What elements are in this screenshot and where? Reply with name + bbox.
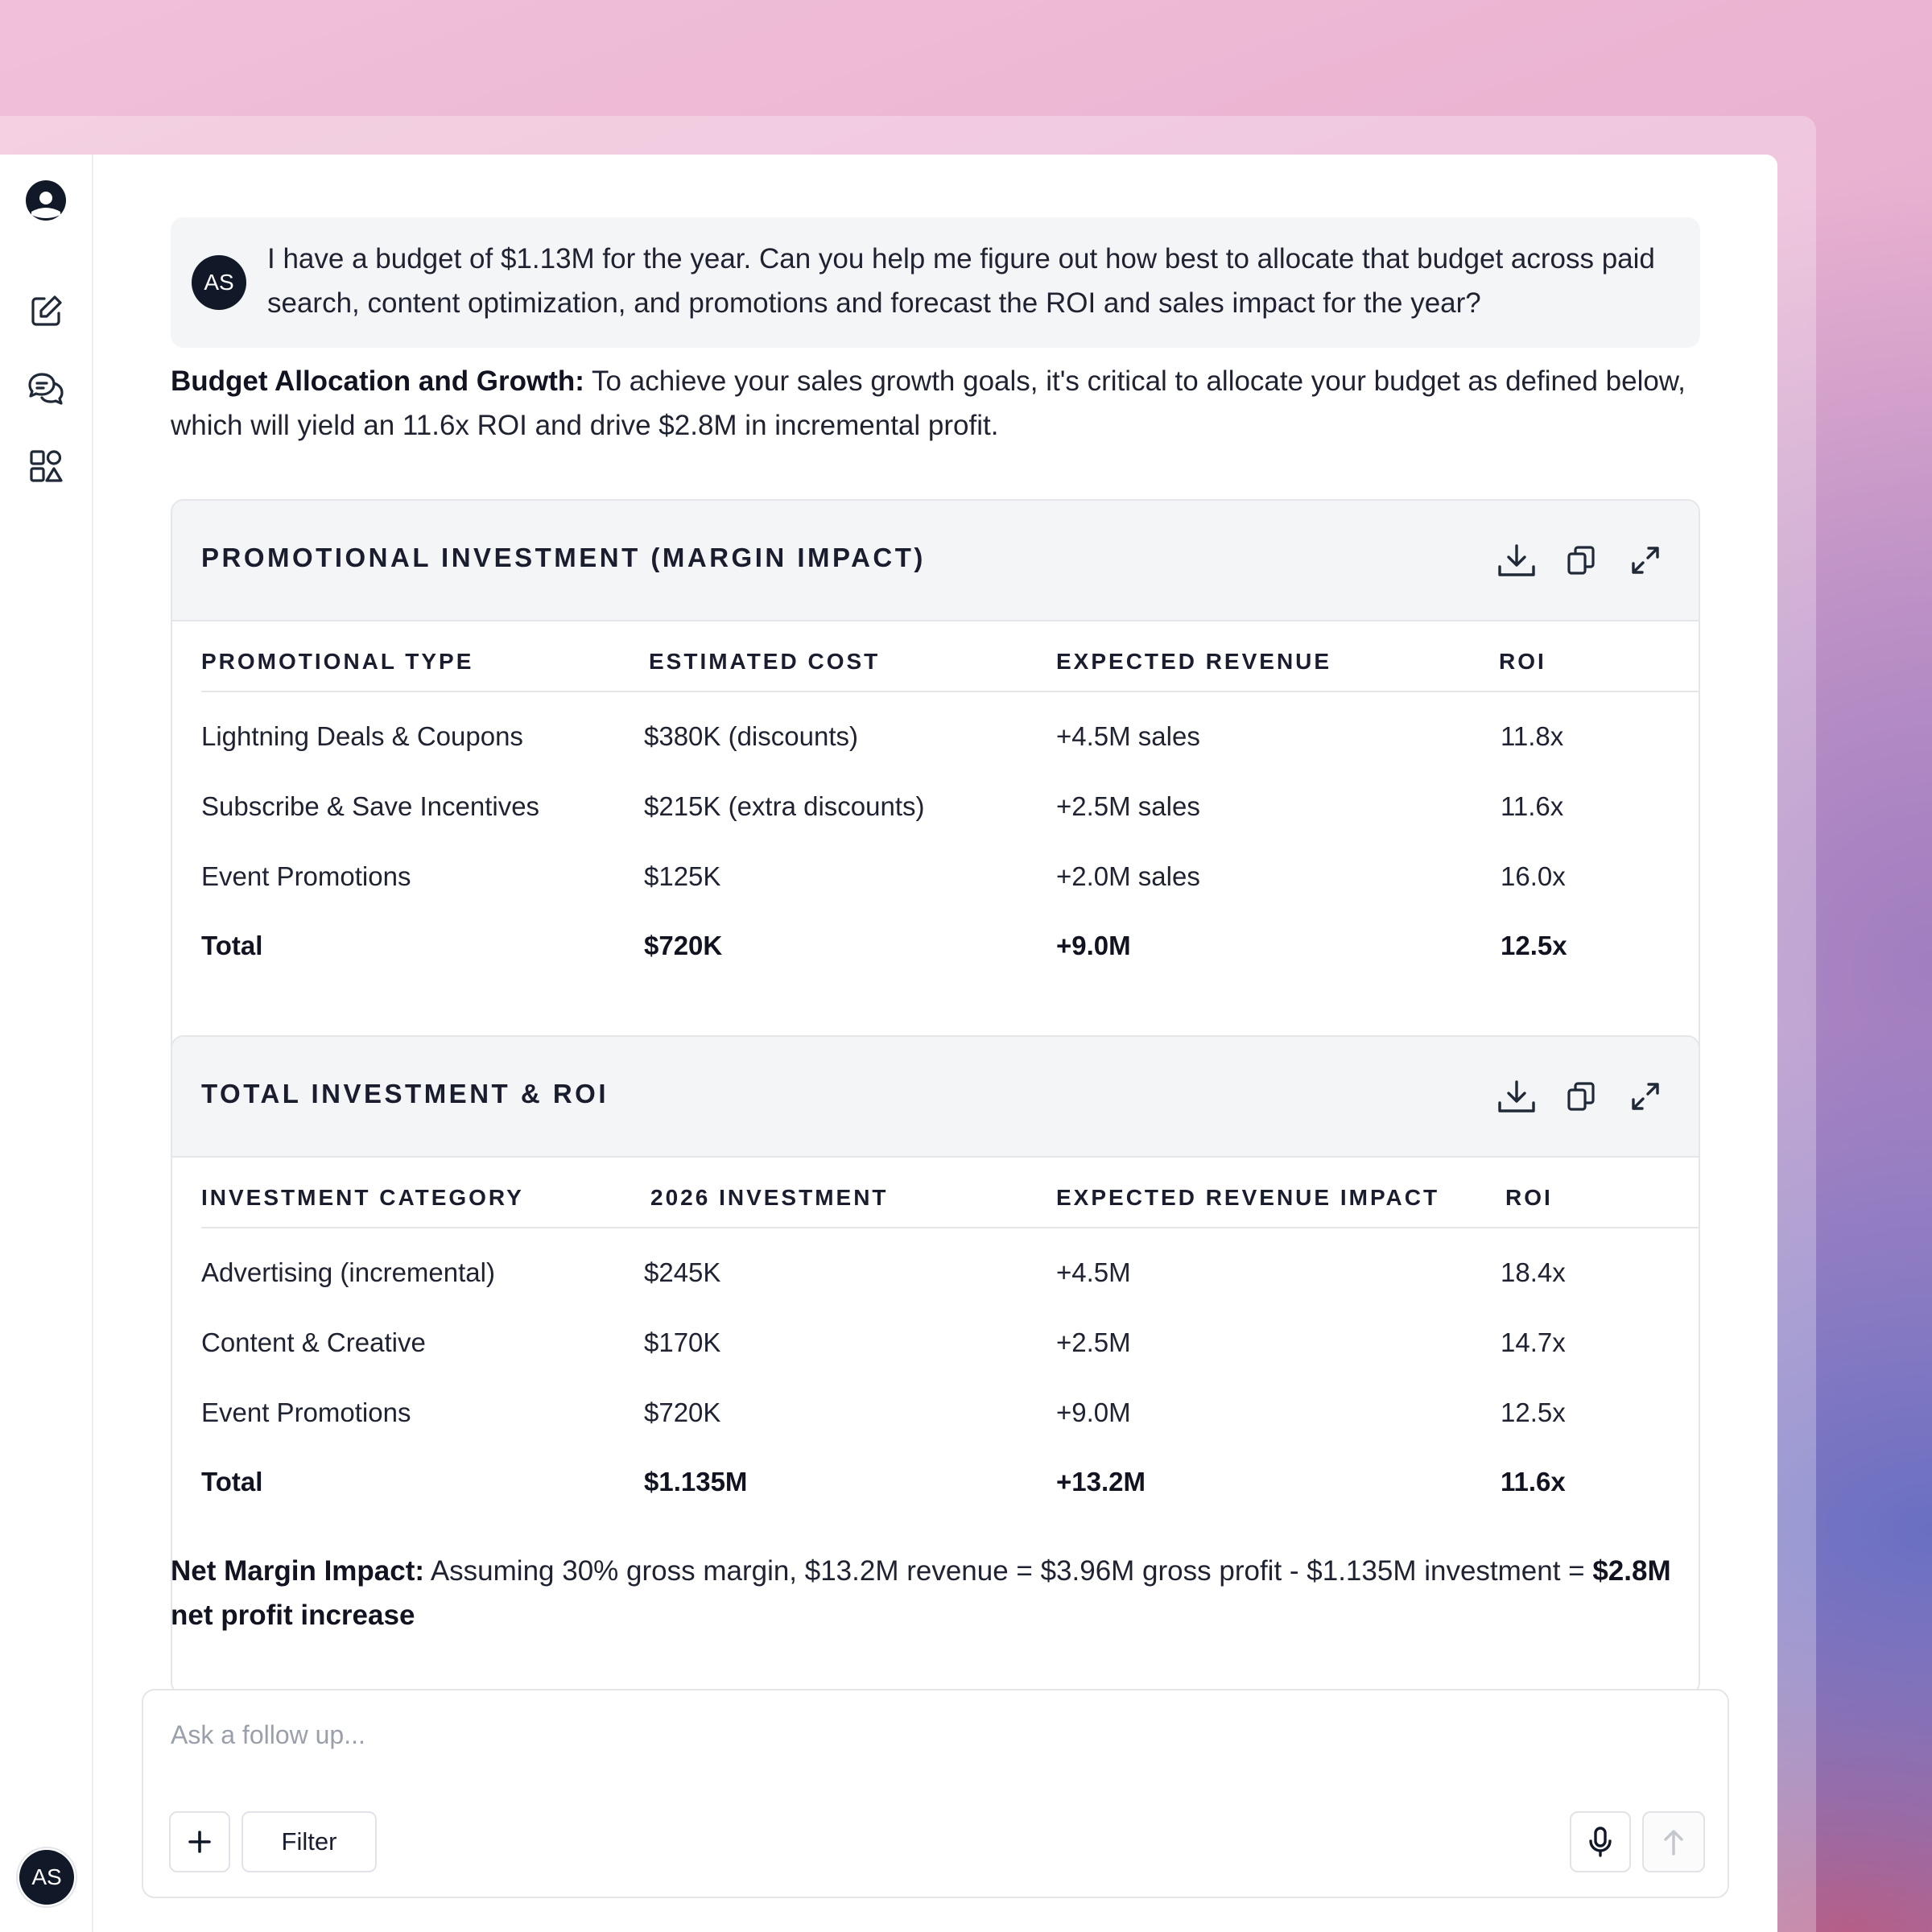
table-cell: +13.2M <box>1056 1467 1146 1496</box>
table-cell: Total <box>201 931 263 960</box>
user-initials: AS <box>19 1850 74 1905</box>
table-cell: $125K <box>644 861 721 891</box>
table-cell: +2.5M sales <box>1056 791 1200 821</box>
chat-bubbles-icon[interactable] <box>24 367 68 411</box>
intro-text: To achieve your sales growth goals, it's critical to allocate your budget as defined below, which will yield an 11.6x ROI and drive $2.8M in incremental profit. <box>171 365 1686 441</box>
arrow-up-icon <box>1662 1827 1686 1856</box>
message-avatar-initials: AS <box>204 270 234 295</box>
table-cell: $245K <box>644 1257 721 1287</box>
table-cell: 12.5x <box>1501 931 1567 960</box>
filter-button[interactable] <box>242 1811 377 1872</box>
shapes-icon[interactable] <box>24 444 68 488</box>
column-header: ROI <box>1499 649 1546 674</box>
download-icon[interactable] <box>1496 539 1538 581</box>
add-button[interactable] <box>169 1811 230 1872</box>
expand-icon[interactable] <box>1624 1075 1666 1117</box>
table-cell: +9.0M <box>1056 931 1131 960</box>
table-row <box>201 721 1699 768</box>
intro-heading: Budget Allocation and Growth: <box>171 365 584 397</box>
card-toolbar <box>1496 1075 1666 1117</box>
plus-icon <box>186 1828 213 1856</box>
summary-result: $2.8M net profit increase <box>171 1555 1671 1631</box>
table-cell: $720K <box>644 931 723 960</box>
table-cell: $170K <box>644 1327 721 1357</box>
download-icon[interactable] <box>1496 1075 1538 1117</box>
table-cell: +9.0M <box>1056 1397 1131 1427</box>
edit-icon[interactable] <box>24 290 68 333</box>
filter-label: Filter <box>281 1827 337 1856</box>
summary-text: Assuming 30% gross margin, $13.2M revenue = $3.96M gross profit - $1.135M investment = <box>424 1555 1593 1587</box>
column-header: ESTIMATED COST <box>649 649 881 674</box>
user-message <box>171 217 1700 348</box>
column-header: EXPECTED REVENUE <box>1056 649 1332 674</box>
card-title: TOTAL INVESTMENT & ROI <box>201 1079 609 1108</box>
table-row <box>201 791 1699 838</box>
card-toolbar <box>1496 539 1666 581</box>
table-total-row <box>201 1467 1699 1513</box>
card-title: PROMOTIONAL INVESTMENT (MARGIN IMPACT) <box>201 543 926 572</box>
column-header: EXPECTED REVENUE IMPACT <box>1056 1185 1440 1210</box>
follow-up-input[interactable] <box>171 1715 1700 1755</box>
user-message-text: I have a budget of $1.13M for the year. Can you help me figure out how best to allocate that budget across paid search, content optimization, and promotions and forecast the ROI and sales impact for the year? <box>267 243 1655 319</box>
summary-paragraph <box>171 1549 1700 1637</box>
app-window <box>0 155 1777 1932</box>
send-button[interactable] <box>1642 1811 1705 1872</box>
table-cell: $380K (discounts) <box>644 721 858 751</box>
table-cell: 12.5x <box>1501 1397 1566 1427</box>
table-cell: Subscribe & Save Incentives <box>201 791 540 821</box>
table-cell: +4.5M sales <box>1056 721 1200 751</box>
user-avatar[interactable] <box>16 1847 77 1908</box>
table-cell: +2.0M sales <box>1056 861 1200 891</box>
table-cell: 14.7x <box>1501 1327 1566 1357</box>
microphone-icon <box>1587 1826 1613 1858</box>
table-cell: Lightning Deals & Coupons <box>201 721 523 751</box>
summary-heading: Net Margin Impact: <box>171 1555 425 1587</box>
table-cell: 11.8x <box>1501 721 1564 751</box>
table-row <box>201 1327 1699 1374</box>
table-cell: 16.0x <box>1501 861 1566 891</box>
table-header <box>201 1185 1699 1228</box>
card-header <box>172 1037 1699 1158</box>
expand-icon[interactable] <box>1624 539 1666 581</box>
column-header: 2026 INVESTMENT <box>650 1185 889 1210</box>
copy-icon[interactable] <box>1560 1075 1602 1117</box>
table-cell: Total <box>201 1467 263 1496</box>
sidebar <box>0 155 93 1932</box>
table-cell: 18.4x <box>1501 1257 1566 1287</box>
table-cell: $215K (extra discounts) <box>644 791 925 821</box>
intro-paragraph <box>171 359 1700 448</box>
table-cell: $720K <box>644 1397 721 1427</box>
table-cell: +4.5M <box>1056 1257 1131 1287</box>
microphone-button[interactable] <box>1570 1811 1631 1872</box>
table-cell: +2.5M <box>1056 1327 1131 1357</box>
table-header <box>201 649 1699 692</box>
table-cell: Advertising (incremental) <box>201 1257 495 1287</box>
table-row <box>201 861 1699 908</box>
message-avatar <box>192 255 246 310</box>
composer <box>142 1689 1729 1898</box>
table-cell: 11.6x <box>1501 791 1564 821</box>
table-cell: Event Promotions <box>201 1397 411 1427</box>
table-row <box>201 1257 1699 1304</box>
card-header <box>172 501 1699 621</box>
column-header: INVESTMENT CATEGORY <box>201 1185 524 1210</box>
logo-icon[interactable] <box>24 179 68 222</box>
table-cell: Event Promotions <box>201 861 411 891</box>
column-header: ROI <box>1505 1185 1553 1210</box>
table-total-row <box>201 931 1699 977</box>
column-header: PROMOTIONAL TYPE <box>201 649 474 674</box>
table-cell: $1.135M <box>644 1467 748 1496</box>
table-row <box>201 1397 1699 1444</box>
copy-icon[interactable] <box>1560 539 1602 581</box>
table-cell: 11.6x <box>1501 1467 1566 1496</box>
table-cell: Content & Creative <box>201 1327 426 1357</box>
